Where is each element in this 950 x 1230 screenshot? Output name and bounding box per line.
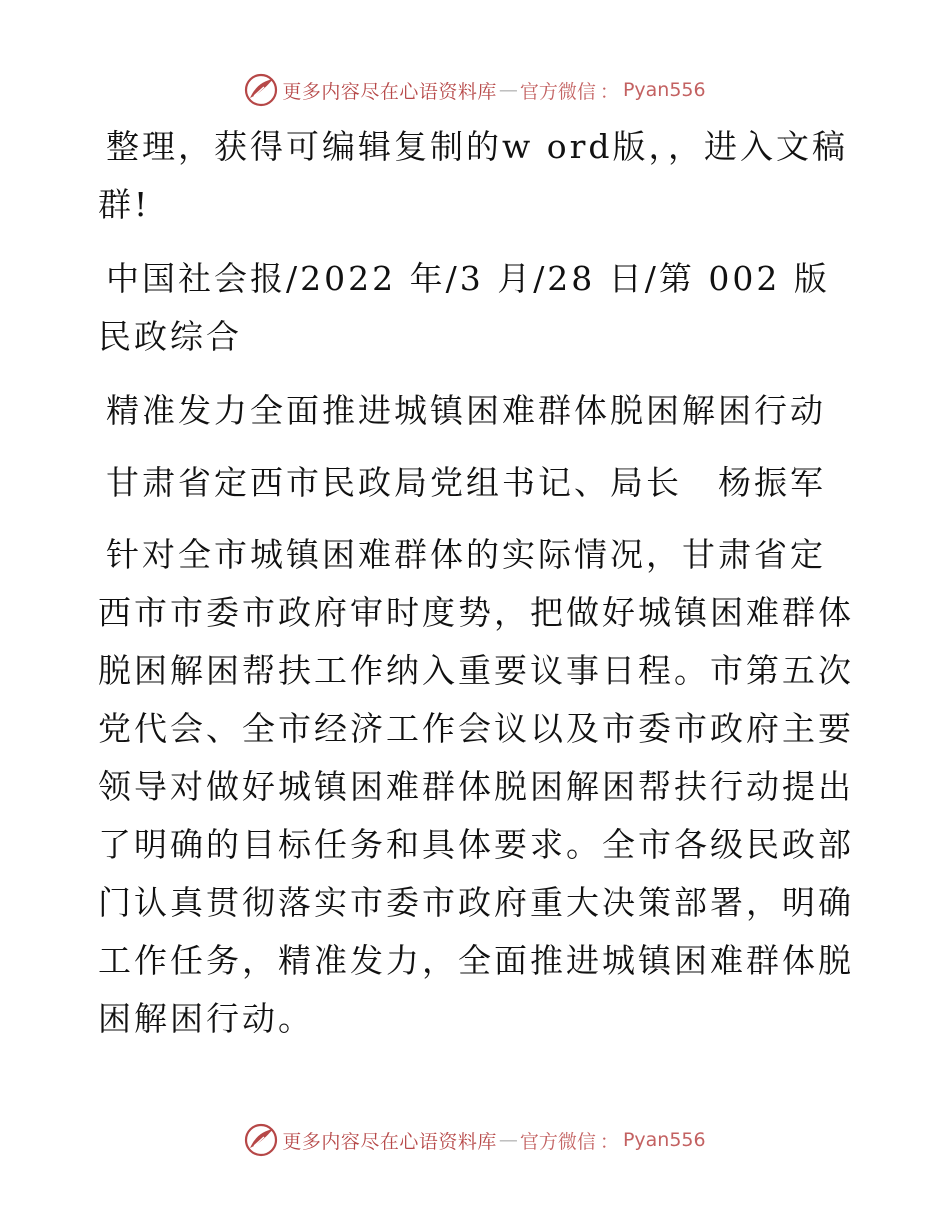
intro-paragraph: 整理，获得可编辑复制的w ord版，，进入文稿群! [98,127,849,224]
document-body [98,118,858,1064]
footer-watermark [0,1120,950,1160]
watermark-wechat-label: 官方微信 [519,1130,596,1153]
header-watermark [0,70,950,110]
body-paragraph: 针对全市城镇困难群体的实际情况，甘肃省定西市市委市政府审时度势，把做好城镇困难群体脱困解困帮扶工作纳入重要议事日程。市第五次党代会、全市经济工作会议以及市委市政府主要领导对做好城镇困难群体脱困解困帮扶行动提出了明确的目标任务和具体要求。全市各级民政部门认真贯彻落实市委市政府重大决策部署，明确工作任务，精准发力，全面推进城镇困难群体脱困解困行动。 [98,535,854,1038]
source-line: 中国社会报/2022 年/3 月/28 日/第 002 版民政综合 [98,259,830,356]
author-line: 甘肃省定西市民政局党组书记、局长 杨振军 [106,463,826,502]
watermark-separator: — [498,79,518,101]
watermark-separator: — [498,1129,518,1151]
watermark-wechat-id: Pyan556 [622,79,706,101]
pen-logo-icon [244,1123,278,1157]
watermark-main-text: 更多内容尽在心语资料库 [282,80,497,103]
watermark-colon: ： [599,80,619,103]
watermark-wechat-id: Pyan556 [622,1129,706,1151]
watermark-colon: ： [599,1130,619,1153]
watermark-wechat-label: 官方微信 [519,80,596,103]
article-title: 精准发力全面推进城镇困难群体脱困解困行动 [106,391,826,430]
pen-logo-icon [244,73,278,107]
watermark-main-text: 更多内容尽在心语资料库 [282,1130,497,1153]
